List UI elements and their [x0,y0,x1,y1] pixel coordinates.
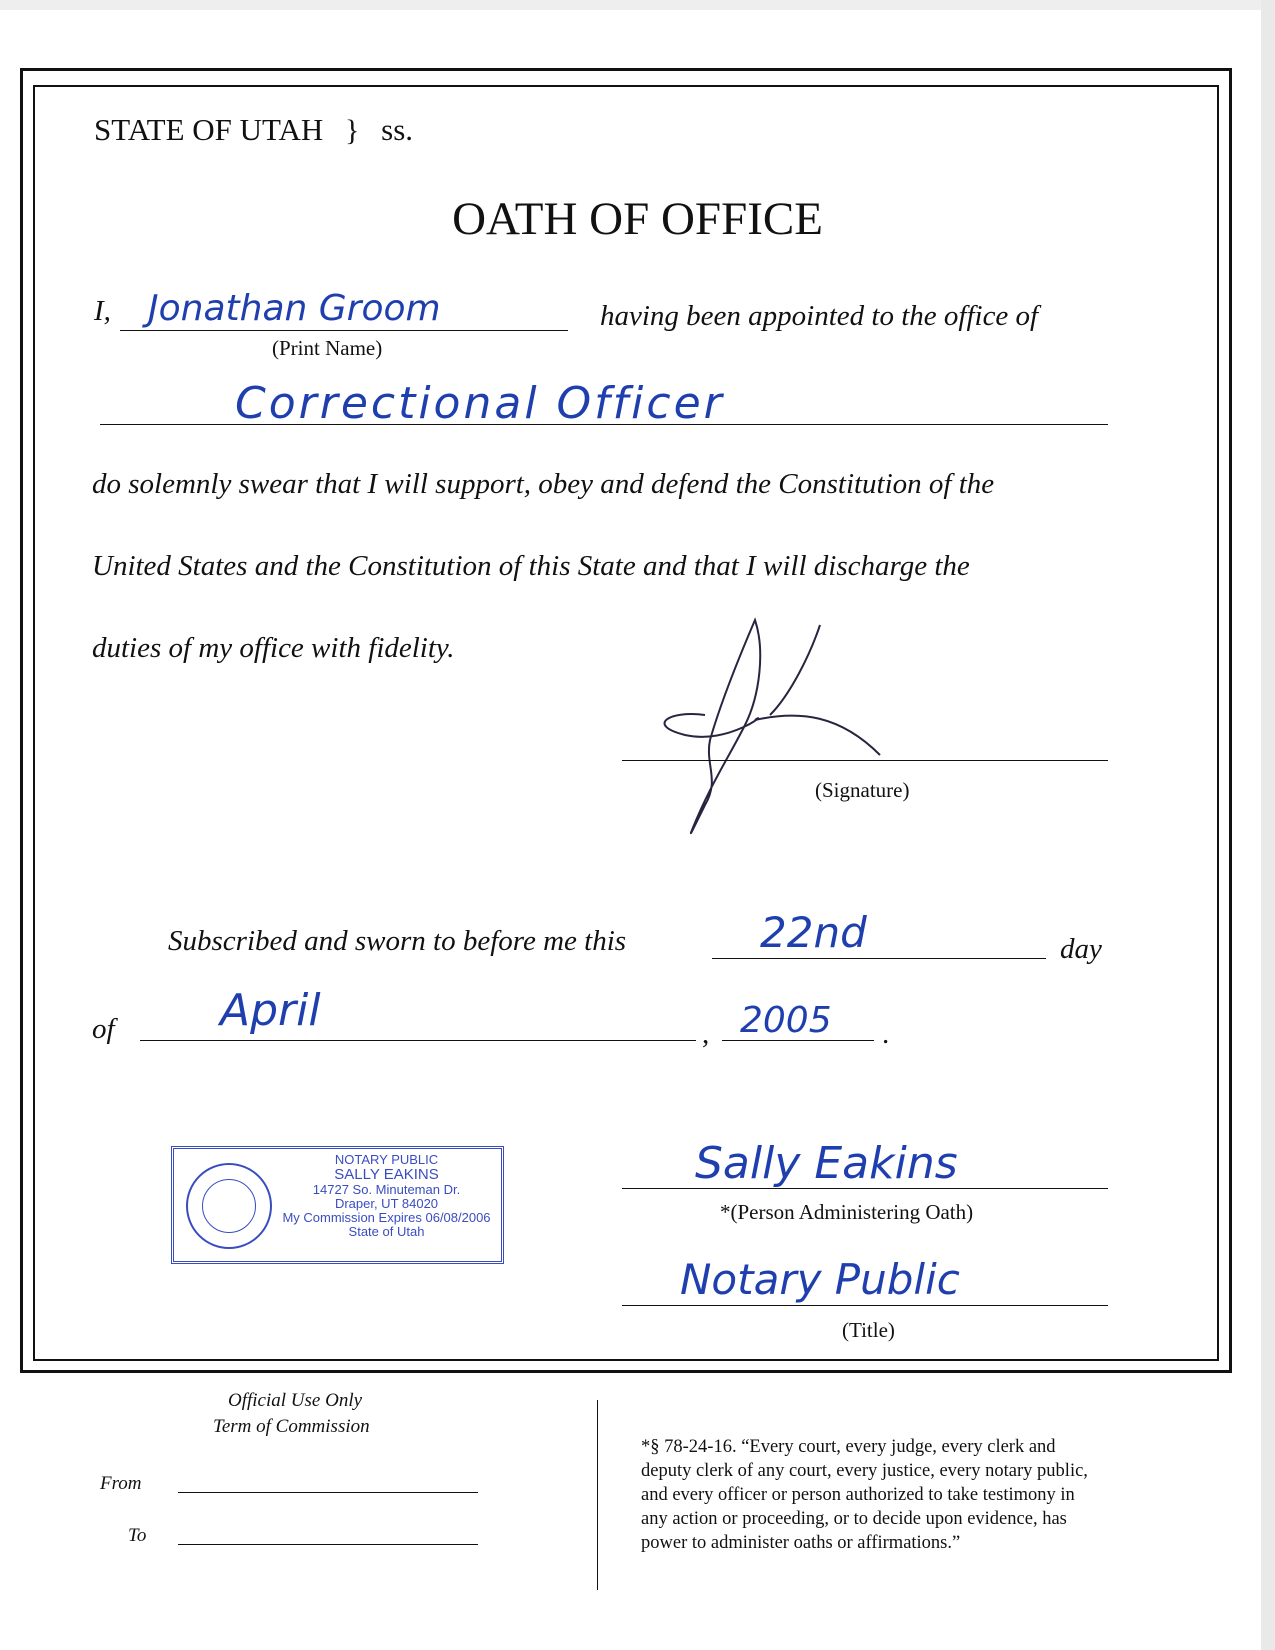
appointed-text: having been appointed to the office of [600,300,1039,332]
scan-edge-top [0,0,1275,10]
from-label: From [100,1473,142,1494]
year-handwritten: 2005 [740,1000,832,1041]
oath-paragraph-line-3: duties of my office with fidelity. [92,632,455,664]
statute-footnote [641,1435,1088,1555]
stamp-line-3: 14727 So. Minuteman Dr. [312,1182,461,1197]
oath-signature-image [650,615,930,845]
stamp-line-2: SALLY EAKINS [334,1166,439,1183]
footnote-line-2: deputy clerk of any court, every justice, every notary public, [641,1461,1088,1481]
to-line [178,1544,478,1545]
state-header [94,112,413,148]
footnote-line-3: and every officer or person authorized to take testimony in [641,1485,1075,1505]
printed-name-handwritten: Jonathan Groom [148,288,441,329]
title-caption: (Title) [842,1318,895,1342]
print-name-caption: (Print Name) [272,336,383,360]
stamp-line-6: State of Utah [348,1224,425,1239]
state-seal-icon [186,1163,272,1249]
day-label: day [1060,933,1102,965]
stamp-line-1: NOTARY PUBLIC [334,1152,439,1167]
document-title: OATH OF OFFICE [452,193,823,245]
name-line [120,330,568,331]
title-handwritten: Notary Public [680,1255,960,1304]
oath-paragraph-line-2: United States and the Constitution of this State and that I will discharge the [92,550,970,582]
month-line [140,1040,696,1041]
day-line [712,958,1046,959]
footer-divider [597,1400,598,1590]
oath-intro: I, [94,295,111,327]
stamp-line-5: My Commission Expires 06/08/2006 [282,1210,491,1225]
to-label: To [128,1525,147,1546]
state-name: STATE OF UTAH [94,112,324,147]
comma: , [702,1018,710,1050]
term-of-commission-heading: Term of Commission [213,1416,370,1437]
sworn-text: Subscribed and sworn to before me this [168,925,627,957]
period: . [882,1018,890,1050]
signature-caption: (Signature) [815,778,910,802]
day-handwritten: 22nd [760,908,867,957]
title-line [622,1305,1108,1306]
stamp-line-4: Draper, UT 84020 [334,1196,439,1211]
ss-abbrev: ss. [381,112,414,147]
notary-stamp [171,1146,504,1264]
brace: } [345,114,360,147]
of-label: of [92,1013,115,1045]
administrator-caption: *(Person Administering Oath) [720,1200,974,1224]
oath-paragraph-line-1: do solemnly swear that I will support, obey and defend the Constitution of the [92,468,995,500]
administrator-signature-handwritten: Sally Eakins [695,1138,958,1189]
scan-edge-right [1261,0,1275,1650]
month-handwritten: April [220,985,321,1036]
footnote-line-4: any action or proceeding, or to decide upon evidence, has [641,1509,1067,1529]
office-handwritten: Correctional Officer [235,378,725,429]
signature-line [622,760,1108,761]
from-line [178,1492,478,1493]
footnote-line-1: *§ 78-24-16. “Every court, every judge, every clerk and [641,1437,1056,1457]
official-use-heading: Official Use Only [228,1390,363,1411]
footnote-line-5: power to administer oaths or affirmations.” [641,1533,961,1553]
